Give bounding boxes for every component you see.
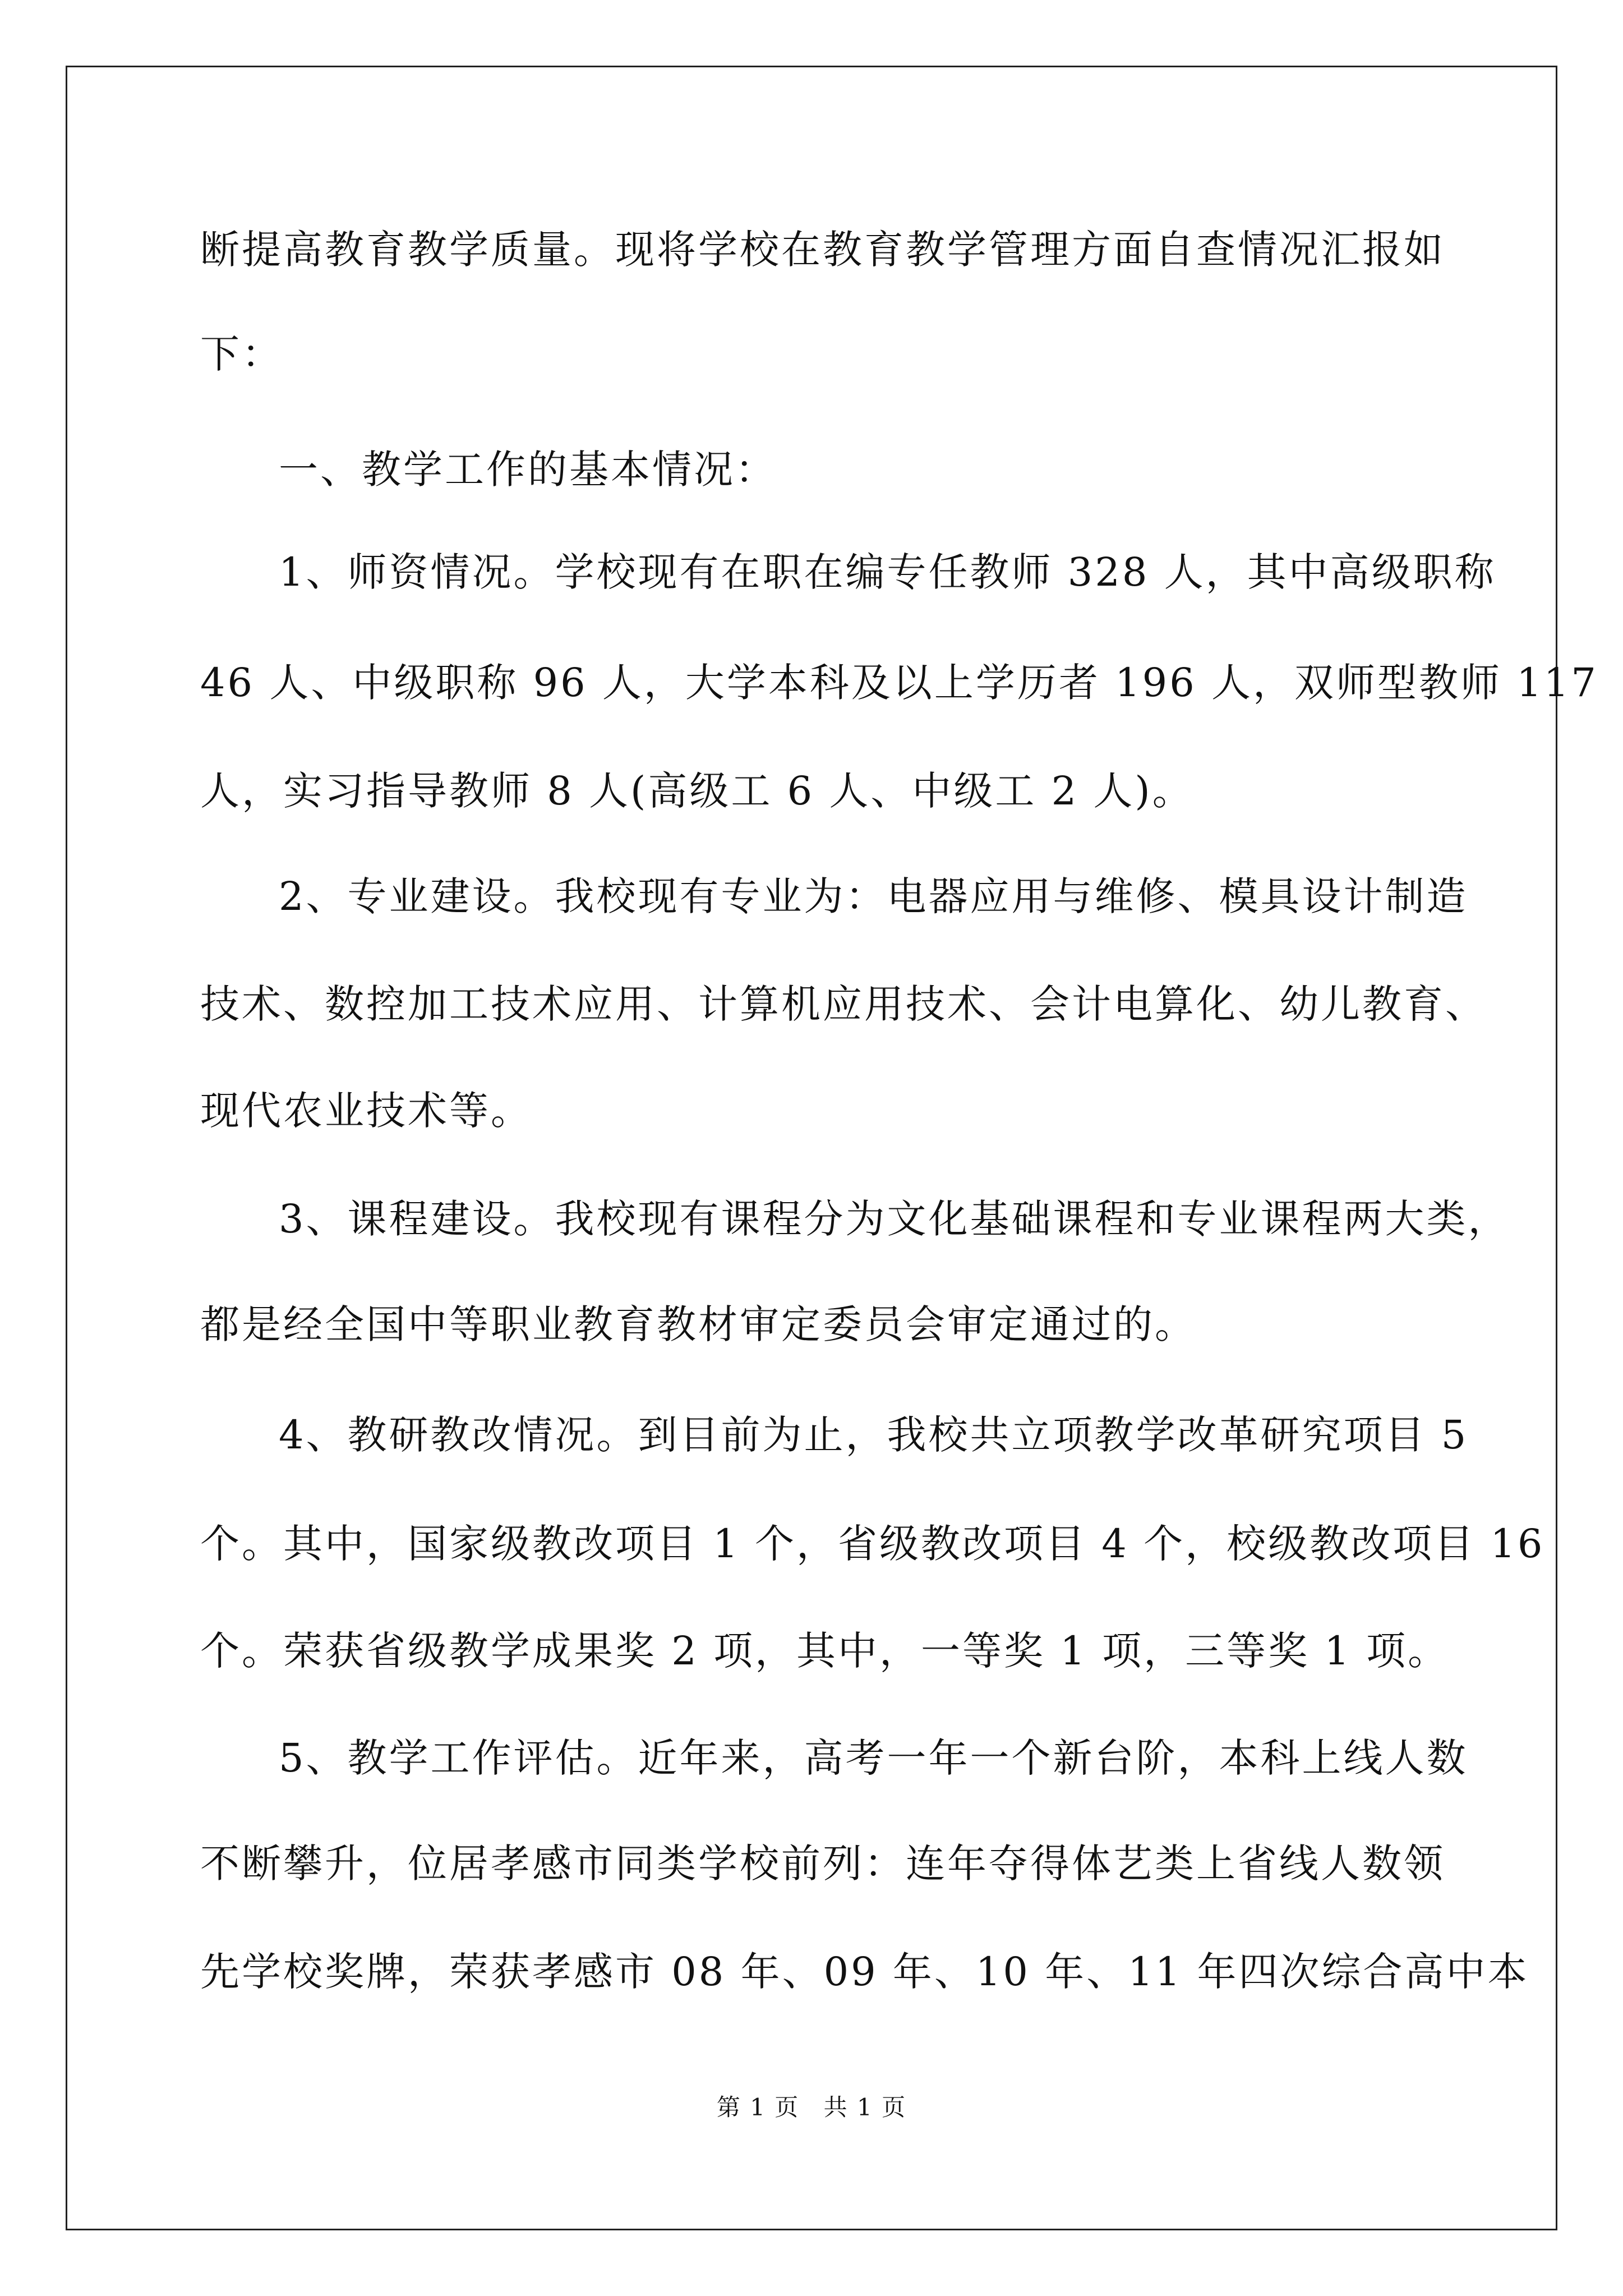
paragraph-line-8: 技术、数控加工技术应用、计算机应用技术、会计电算化、幼儿教育、 — [200, 981, 1487, 1027]
paragraph-line-16: 不断攀升，位居孝感市同类学校前列：连年夺得体艺类上省线人数领 — [200, 1841, 1445, 1887]
paragraph-line-5: 46 人、中级职称 96 人，大学本科及以上学历者 196 人，双师型教师 117 — [200, 660, 1598, 706]
page-footer — [0, 2092, 1623, 2123]
paragraph-line-4: 1、师资情况。学校现有在职在编专任教师 328 人，其中高级职称 — [279, 549, 1496, 595]
paragraph-line-13: 个。其中，国家级教改项目 1 个，省级教改项目 4 个，校级教改项目 16 — [200, 1521, 1545, 1567]
paragraph-line-12: 4、教研教改情况。到目前为止，我校共立项教学改革研究项目 5 — [279, 1412, 1469, 1458]
section-heading: 一、教学工作的基本情况： — [279, 447, 777, 493]
page-number: 第 1 页 — [716, 2093, 800, 2121]
paragraph-line-2: 下： — [200, 331, 283, 377]
paragraph-line-6: 人，实习指导教师 8 人(高级工 6 人、中级工 2 人)。 — [200, 768, 1194, 814]
paragraph-line-9: 现代农业技术等。 — [200, 1088, 532, 1134]
paragraph-line-15: 5、教学工作评估。近年来，高考一年一个新台阶，本科上线人数 — [279, 1735, 1468, 1781]
paragraph-line-17: 先学校奖牌，荣获孝感市 08 年、09 年、10 年、11 年四次综合高中本 — [200, 1949, 1529, 1995]
paragraph-line-10: 3、课程建设。我校现有课程分为文化基础课程和专业课程两大类， — [279, 1196, 1510, 1242]
paragraph-line-11: 都是经全国中等职业教育教材审定委员会审定通过的。 — [200, 1301, 1196, 1347]
page-border — [66, 66, 1557, 2230]
paragraph-line-7: 2、专业建设。我校现有专业为：电器应用与维修、模具设计制造 — [279, 873, 1468, 919]
page-total: 共 1 页 — [823, 2093, 907, 2121]
paragraph-line-1: 断提高教育教学质量。现将学校在教育教学管理方面自查情况汇报如 — [200, 227, 1445, 273]
paragraph-line-14: 个。荣获省级教学成果奖 2 项，其中，一等奖 1 项，三等奖 1 项。 — [200, 1628, 1450, 1674]
